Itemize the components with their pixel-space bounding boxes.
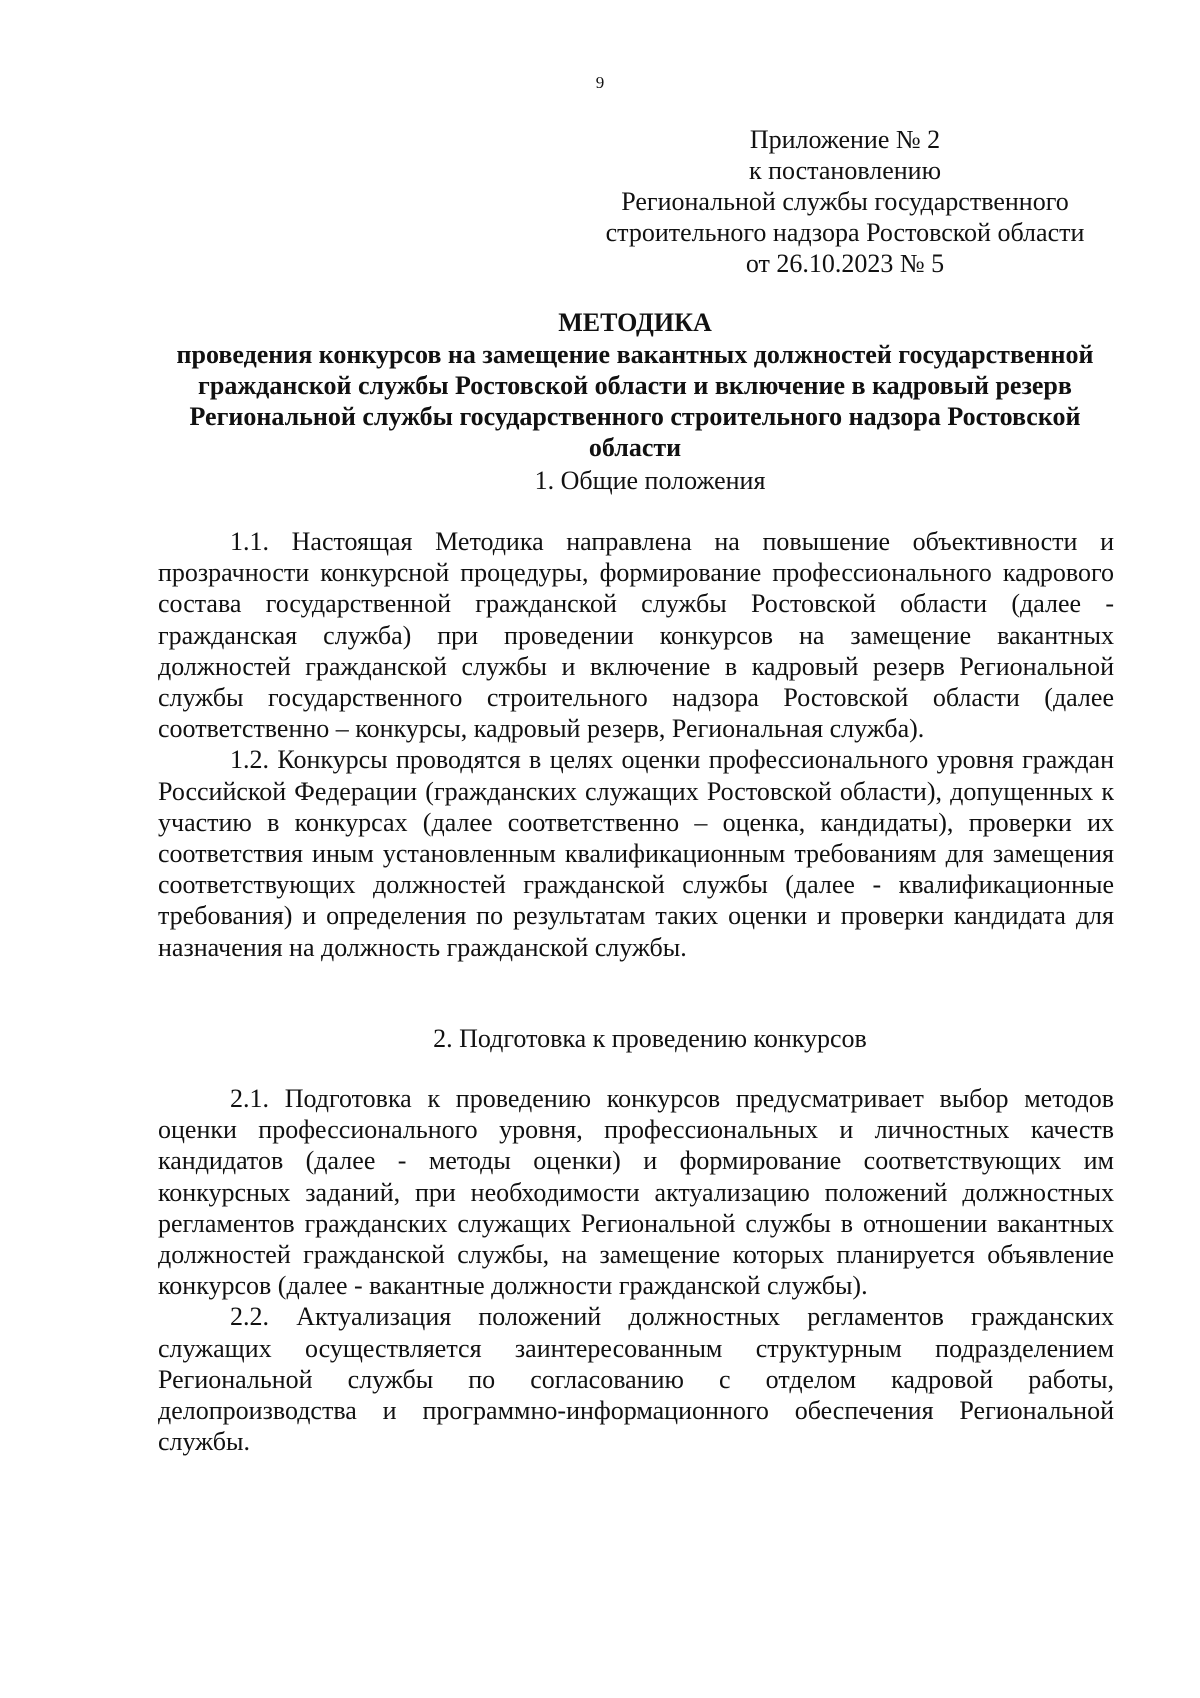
appendix-line: от 26.10.2023 № 5 xyxy=(745,249,945,278)
paragraph: 2.2. Актуализация положений должностных регламентов гражданских служащих осуществляется заинтересованным структурным подразделением Региональной службы по согласованию с отделом кадровой работы, делопроизводства и программно-информационного обеспечения Региональной службы. xyxy=(158,1302,1114,1457)
section-body xyxy=(158,526,1114,963)
appendix-line: к постановлению xyxy=(748,156,942,185)
page-number: 9 xyxy=(595,73,605,92)
document-subtitle: проведения конкурсов на замещение вакантных должностей государственной гражданской службы Ростовской области и включение в кадровый резерв Региональной службы государственного строительного надзора Ростовской области xyxy=(176,340,1094,462)
paragraph: 1.2. Конкурсы проводятся в целях оценки профессионального уровня граждан Российской Федерации (гражданских служащих Ростовской области), допущенных к участию в конкурсах (далее соответственно – оценка, кандидаты), проверки их соответствия иным установленным квалификационным требованиям для замещения соответствующих должностей гражданской службы (далее - квалификационные требования) и определения по результатам таких оценки и проверки кандидата для назначения на должность гражданской службы. xyxy=(158,745,1114,962)
appendix-line: Региональной службы государственного xyxy=(621,187,1069,216)
section-heading: 2. Подготовка к проведению конкурсов xyxy=(433,1024,867,1053)
appendix-line: Приложение № 2 xyxy=(749,125,941,154)
section-heading: 1. Общие положения xyxy=(534,466,766,495)
section-body xyxy=(158,1083,1114,1457)
document-title-block xyxy=(160,307,1110,463)
paragraph: 2.1. Подготовка к проведению конкурсов предусматривает выбор методов оценки профессионального уровня, профессиональных и личностных качеств кандидатов (далее - методы оценки) и формирование соответствующих им конкурсных заданий, при необходимости актуализацию положений должностных регламентов гражданских служащих Региональной службы в отношении вакантных должностей гражданской службы, на замещение которых планируется объявление конкурсов (далее - вакантные должности гражданской службы). xyxy=(158,1084,1114,1301)
paragraph: 1.1. Настоящая Методика направлена на повышение объективности и прозрачности конкурсной процедуры, формирование профессионального кадрового состава государственной гражданской службы Ростовской области (далее - гражданская служба) при проведении конкурсов на замещение вакантных должностей гражданской службы и включение в кадровый резерв Региональной службы государственного строительного надзора Ростовской области (далее соответственно – конкурсы, кадровый резерв, Региональная служба). xyxy=(158,527,1114,744)
document-title: МЕТОДИКА xyxy=(558,308,712,337)
appendix-line: строительного надзора Ростовской области xyxy=(605,218,1085,247)
appendix-header xyxy=(565,124,1125,279)
